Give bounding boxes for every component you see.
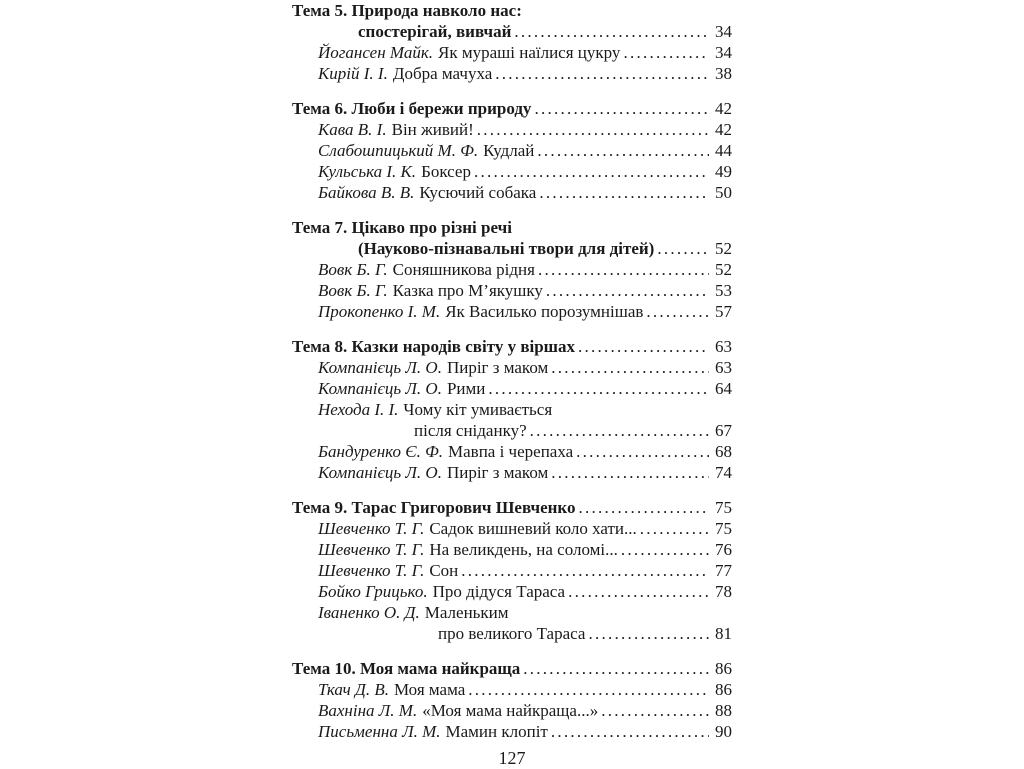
toc-entry — [292, 462, 732, 483]
toc-entry — [292, 602, 732, 623]
page-ref: 53 — [715, 281, 732, 300]
entry-author: Байкова В. В. — [318, 183, 415, 202]
section-title: Тема 8. Казки народів світу у віршах — [292, 337, 576, 356]
section-heading — [292, 658, 732, 679]
page-ref: 63 — [715, 358, 732, 377]
page-ref: 38 — [715, 64, 732, 83]
toc-entry — [292, 63, 732, 84]
toc-entry — [292, 581, 732, 602]
dot-leader — [621, 539, 709, 560]
page-number: 127 — [498, 748, 526, 768]
entry-author: Вахніна Л. М. — [318, 701, 418, 720]
entry-author: Бойко Грицько. — [318, 582, 428, 601]
toc-entry — [292, 280, 732, 301]
toc-entry-cont — [292, 623, 732, 644]
toc-entry — [292, 399, 732, 420]
dot-leader — [474, 161, 709, 182]
dot-leader — [538, 259, 709, 280]
page-ref: 90 — [715, 722, 732, 741]
dot-leader — [551, 721, 709, 742]
page-ref: 64 — [715, 379, 732, 398]
dot-leader — [514, 21, 709, 42]
page-ref: 34 — [715, 43, 732, 62]
entry-author: Вовк Б. Г. — [318, 281, 388, 300]
toc-entry — [292, 700, 732, 721]
dot-leader — [461, 560, 709, 581]
page-ref: 78 — [715, 582, 732, 601]
dot-leader — [530, 420, 709, 441]
table-of-contents — [292, 0, 732, 756]
dot-leader — [495, 63, 709, 84]
page-ref: 52 — [715, 260, 732, 279]
section-title: Тема 10. Моя мама найкраща — [292, 659, 521, 678]
toc-section-theme-9 — [292, 497, 732, 644]
page-ref: 52 — [715, 239, 732, 258]
toc-entry — [292, 259, 732, 280]
section-heading-cont — [292, 21, 732, 42]
entry-title: На великдень, на соломі... — [429, 540, 618, 559]
page-ref: 88 — [715, 701, 732, 720]
toc-entry — [292, 140, 732, 161]
dot-leader — [551, 462, 709, 483]
entry-title: Казка про М’якушку — [392, 281, 543, 300]
page-ref: 42 — [715, 99, 732, 118]
dot-leader — [488, 378, 709, 399]
toc-entry — [292, 301, 732, 322]
entry-title: Мавпа і черепаха — [448, 442, 574, 461]
entry-title: Про дідуся Тараса — [432, 582, 566, 601]
entry-title-cont: після сніданку? — [414, 421, 527, 440]
section-heading — [292, 98, 732, 119]
page-ref: 75 — [715, 519, 732, 538]
dot-leader — [579, 497, 710, 518]
toc-entry — [292, 378, 732, 399]
page-ref: 63 — [715, 337, 732, 356]
dot-leader — [568, 581, 709, 602]
entry-title: Як Василько порозумнішав — [445, 302, 644, 321]
dot-leader — [623, 42, 709, 63]
entry-title: Моя мама — [393, 680, 466, 699]
entry-author: Компанієць Л. О. — [318, 358, 442, 377]
entry-author: Слабошпицький М. Ф. — [318, 141, 479, 160]
entry-title: Боксер — [421, 162, 471, 181]
section-heading — [292, 336, 732, 357]
dot-leader — [657, 238, 709, 259]
entry-title: Мамин клопіт — [445, 722, 548, 741]
section-title: Тема 9. Тарас Григорович Шевченко — [292, 498, 576, 517]
dot-leader — [523, 658, 709, 679]
page-ref: 86 — [715, 659, 732, 678]
toc-entry — [292, 182, 732, 203]
entry-title: «Моя мама найкраща...» — [422, 701, 599, 720]
entry-author: Кава В. І. — [318, 120, 387, 139]
toc-section-theme-7 — [292, 217, 732, 322]
entry-author: Кирій І. І. — [318, 64, 388, 83]
page-ref: 57 — [715, 302, 732, 321]
entry-title: Пиріг з маком — [446, 358, 549, 377]
page-ref: 34 — [715, 22, 732, 41]
entry-author: Ткач Д. В. — [318, 680, 389, 699]
toc-entry — [292, 518, 732, 539]
dot-leader — [534, 98, 709, 119]
section-title-line-2: спостерігай, вивчай — [358, 22, 512, 41]
entry-title: Добра мачуха — [392, 64, 493, 83]
toc-section-theme-6 — [292, 98, 732, 203]
page-ref: 74 — [715, 463, 732, 482]
dot-leader — [537, 140, 709, 161]
dot-leader — [477, 119, 709, 140]
entry-title: Сон — [429, 561, 459, 580]
page-ref: 86 — [715, 680, 732, 699]
entry-author: Шевченко Т. Г. — [318, 561, 425, 580]
toc-entry — [292, 441, 732, 462]
toc-entry — [292, 161, 732, 182]
dot-leader — [578, 336, 709, 357]
dot-leader — [539, 182, 709, 203]
entry-author: Компанієць Л. О. — [318, 463, 442, 482]
page-ref: 68 — [715, 442, 732, 461]
entry-title: Кусючий собака — [419, 183, 537, 202]
section-heading — [292, 217, 732, 238]
section-title-line-1: Тема 7. Цікаво про різні речі — [292, 218, 512, 237]
toc-entry — [292, 119, 732, 140]
section-heading — [292, 0, 732, 21]
dot-leader — [468, 679, 709, 700]
dot-leader — [546, 280, 709, 301]
entry-title: Рими — [446, 379, 486, 398]
section-title: Тема 6. Люби і бережи природу — [292, 99, 532, 118]
dot-leader — [576, 441, 709, 462]
entry-title: Соняшникова рідня — [392, 260, 535, 279]
toc-section-theme-10 — [292, 658, 732, 742]
entry-author: Йогансен Майк. — [318, 43, 434, 62]
entry-author: Прокопенко І. М. — [318, 302, 441, 321]
dot-leader — [588, 623, 709, 644]
entry-author: Шевченко Т. Г. — [318, 519, 425, 538]
toc-entry — [292, 679, 732, 700]
entry-title: Як мураші наїлися цукру — [438, 43, 621, 62]
section-title-line-1: Тема 5. Природа навколо нас: — [292, 1, 522, 20]
entry-title: Пиріг з маком — [446, 463, 549, 482]
toc-entry — [292, 721, 732, 742]
entry-author: Компанієць Л. О. — [318, 379, 442, 398]
toc-entry — [292, 539, 732, 560]
section-title-line-2: (Науково-пізнавальні твори для дітей) — [358, 239, 655, 258]
toc-entry — [292, 560, 732, 581]
entry-author: Нехода І. І. — [318, 400, 399, 419]
page-ref: 75 — [715, 498, 732, 517]
entry-title: Маленьким — [424, 603, 509, 622]
entry-title-cont: про великого Тараса — [438, 624, 586, 643]
section-heading — [292, 497, 732, 518]
entry-title: Кудлай — [483, 141, 535, 160]
toc-section-theme-8 — [292, 336, 732, 483]
page-ref: 50 — [715, 183, 732, 202]
page-ref: 81 — [715, 624, 732, 643]
toc-entry — [292, 357, 732, 378]
section-heading-cont — [292, 238, 732, 259]
page-ref: 49 — [715, 162, 732, 181]
page-ref: 44 — [715, 141, 732, 160]
entry-author: Вовк Б. Г. — [318, 260, 388, 279]
toc-entry — [292, 42, 732, 63]
page-ref: 42 — [715, 120, 732, 139]
dot-leader — [601, 700, 709, 721]
page-ref: 76 — [715, 540, 732, 559]
dot-leader — [640, 518, 709, 539]
entry-author: Письменна Л. М. — [318, 722, 441, 741]
toc-section-theme-5 — [292, 0, 732, 84]
entry-author: Бандуренко Є. Ф. — [318, 442, 443, 461]
toc-entry-cont — [292, 420, 732, 441]
entry-author: Кульська І. К. — [318, 162, 417, 181]
entry-author: Іваненко О. Д. — [318, 603, 420, 622]
page-ref: 67 — [715, 421, 732, 440]
entry-title: Він живий! — [391, 120, 474, 139]
entry-title: Садок вишневий коло хати... — [429, 519, 637, 538]
dot-leader — [646, 301, 709, 322]
dot-leader — [551, 357, 709, 378]
entry-author: Шевченко Т. Г. — [318, 540, 425, 559]
page-ref: 77 — [715, 561, 732, 580]
entry-title: Чому кіт умивається — [403, 400, 553, 419]
